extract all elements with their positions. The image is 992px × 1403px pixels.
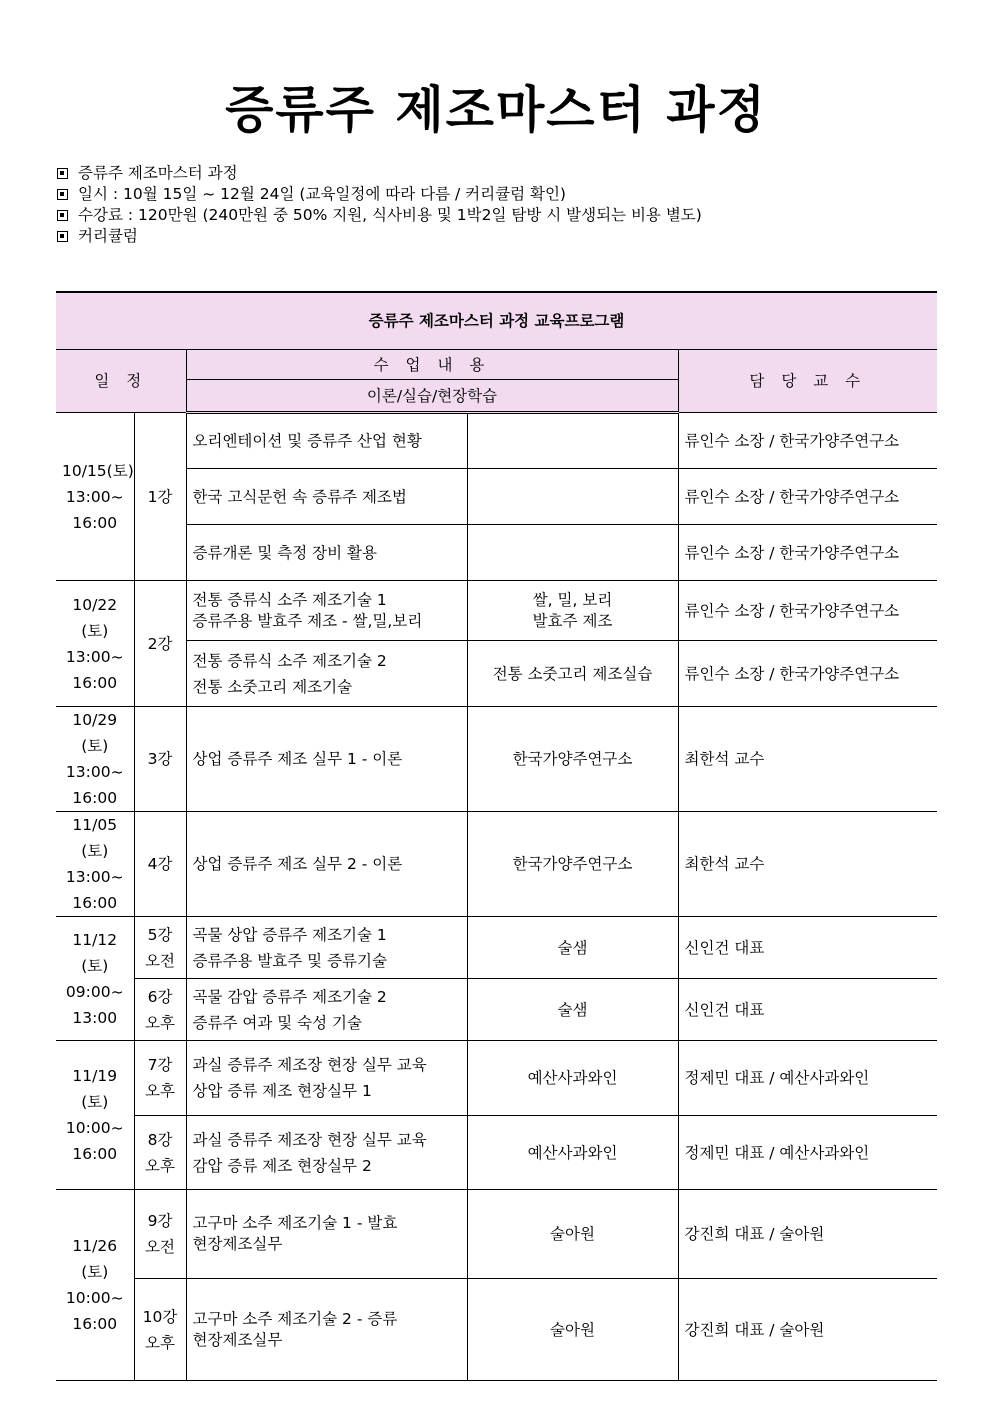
program-table [56, 291, 937, 1381]
table-row [56, 1116, 937, 1190]
professor-cell: 류인수 소장 / 한국가양주연구소 [678, 525, 937, 581]
schedule-cell: 10/29 (토) 13:00~ 16:00 [56, 707, 134, 812]
session-cell: 2강 [134, 581, 186, 707]
table-row [56, 581, 937, 641]
session-cell: 9강 오전 [134, 1190, 186, 1279]
topic-cell: 오리엔테이션 및 증류주 산업 현황 [186, 413, 467, 469]
topic-cell: 곡물 상압 증류주 제조기술 1 증류주용 발효주 및 증류기술 [186, 917, 467, 979]
table-row [56, 917, 937, 979]
table-caption-row [56, 292, 937, 350]
professor-cell: 류인수 소장 / 한국가양주연구소 [678, 469, 937, 525]
topic-cell: 한국 고식문헌 속 증류주 제조법 [186, 469, 467, 525]
place-cell [467, 525, 678, 581]
header-content-sub: 이론/실습/현장학습 [186, 380, 678, 413]
place-cell: 술샘 [467, 917, 678, 979]
schedule-cell: 11/12 (토) 09:00~ 13:00 [56, 917, 134, 1041]
table-header-row [56, 350, 937, 380]
square-bullet-icon [57, 231, 68, 242]
table-row [56, 413, 937, 469]
session-cell: 6강 오후 [134, 979, 186, 1041]
professor-cell: 신인건 대표 [678, 979, 937, 1041]
table-row [56, 1279, 937, 1381]
session-cell: 3강 [134, 707, 186, 812]
schedule-cell: 11/05 (토) 13:00~ 16:00 [56, 812, 134, 917]
topic-cell: 전통 증류식 소주 제조기술 2 전통 소줏고리 제조기술 [186, 641, 467, 707]
info-item: 증류주 제조마스터 과정 [57, 163, 702, 184]
place-cell: 전통 소줏고리 제조실습 [467, 641, 678, 707]
place-cell: 술아원 [467, 1279, 678, 1381]
place-cell: 한국가양주연구소 [467, 812, 678, 917]
table-row [56, 1041, 937, 1116]
session-cell: 8강 오후 [134, 1116, 186, 1190]
schedule-cell: 10/15(토) 13:00~ 16:00 [56, 413, 134, 581]
professor-cell: 강진희 대표 / 술아원 [678, 1190, 937, 1279]
professor-cell: 강진희 대표 / 술아원 [678, 1279, 937, 1381]
topic-cell: 전통 증류식 소주 제조기술 1 증류주용 발효주 제조 - 쌀,밀,보리 [186, 581, 467, 641]
table-row [56, 812, 937, 917]
topic-cell: 증류개론 및 측정 장비 활용 [186, 525, 467, 581]
place-cell: 한국가양주연구소 [467, 707, 678, 812]
info-list [57, 163, 702, 247]
professor-cell: 정제민 대표 / 예산사과와인 [678, 1041, 937, 1116]
topic-cell: 상업 증류주 제조 실무 1 - 이론 [186, 707, 467, 812]
professor-cell: 류인수 소장 / 한국가양주연구소 [678, 413, 937, 469]
professor-cell: 신인건 대표 [678, 917, 937, 979]
professor-cell: 최한석 교수 [678, 812, 937, 917]
square-bullet-icon [57, 168, 68, 179]
info-item: 일시 : 10월 15일 ~ 12월 24일 (교육일정에 따라 다름 / 커리큘럼 확인) [57, 184, 702, 205]
info-item: 수강료 : 120만원 (240만원 중 50% 지원, 식사비용 및 1박2일 탐방 시 발생되는 비용 별도) [57, 205, 702, 226]
professor-cell: 최한석 교수 [678, 707, 937, 812]
table-caption: 증류주 제조마스터 과정 교육프로그램 [56, 292, 937, 350]
topic-cell: 과실 증류주 제조장 현장 실무 교육 상압 증류 제조 현장실무 1 [186, 1041, 467, 1116]
professor-cell: 류인수 소장 / 한국가양주연구소 [678, 641, 937, 707]
place-cell: 예산사과와인 [467, 1041, 678, 1116]
topic-cell: 과실 증류주 제조장 현장 실무 교육 감압 증류 제조 현장실무 2 [186, 1116, 467, 1190]
square-bullet-icon [57, 210, 68, 221]
table-row [56, 1190, 937, 1279]
place-cell: 예산사과와인 [467, 1116, 678, 1190]
place-cell [467, 469, 678, 525]
place-cell: 술아원 [467, 1190, 678, 1279]
schedule-cell: 11/19 (토) 10:00~ 16:00 [56, 1041, 134, 1190]
page-title: 증류주 제조마스터 과정 [225, 81, 767, 139]
topic-cell: 고구마 소주 제조기술 1 - 발효 현장제조실무 [186, 1190, 467, 1279]
place-cell: 술샘 [467, 979, 678, 1041]
topic-cell: 고구마 소주 제조기술 2 - 증류 현장제조실무 [186, 1279, 467, 1381]
place-cell [467, 413, 678, 469]
info-item: 커리큘럼 [57, 226, 702, 247]
table-row [56, 979, 937, 1041]
table-row [56, 469, 937, 525]
professor-cell: 류인수 소장 / 한국가양주연구소 [678, 581, 937, 641]
session-cell: 5강 오전 [134, 917, 186, 979]
header-content: 수 업 내 용 [186, 350, 678, 380]
table-row [56, 707, 937, 812]
table-row [56, 641, 937, 707]
place-cell: 쌀, 밀, 보리 발효주 제조 [467, 581, 678, 641]
table-row [56, 525, 937, 581]
schedule-cell: 10/22 (토) 13:00~ 16:00 [56, 581, 134, 707]
session-cell: 10강 오후 [134, 1279, 186, 1381]
square-bullet-icon [57, 189, 68, 200]
topic-cell: 곡물 감압 증류주 제조기술 2 증류주 여과 및 숙성 기술 [186, 979, 467, 1041]
session-cell: 7강 오후 [134, 1041, 186, 1116]
session-cell: 1강 [134, 413, 186, 581]
header-professor: 담 당 교 수 [678, 350, 937, 413]
schedule-cell: 11/26 (토) 10:00~ 16:00 [56, 1190, 134, 1381]
topic-cell: 상업 증류주 제조 실무 2 - 이론 [186, 812, 467, 917]
session-cell: 4강 [134, 812, 186, 917]
header-schedule: 일 정 [56, 350, 186, 413]
professor-cell: 정제민 대표 / 예산사과와인 [678, 1116, 937, 1190]
